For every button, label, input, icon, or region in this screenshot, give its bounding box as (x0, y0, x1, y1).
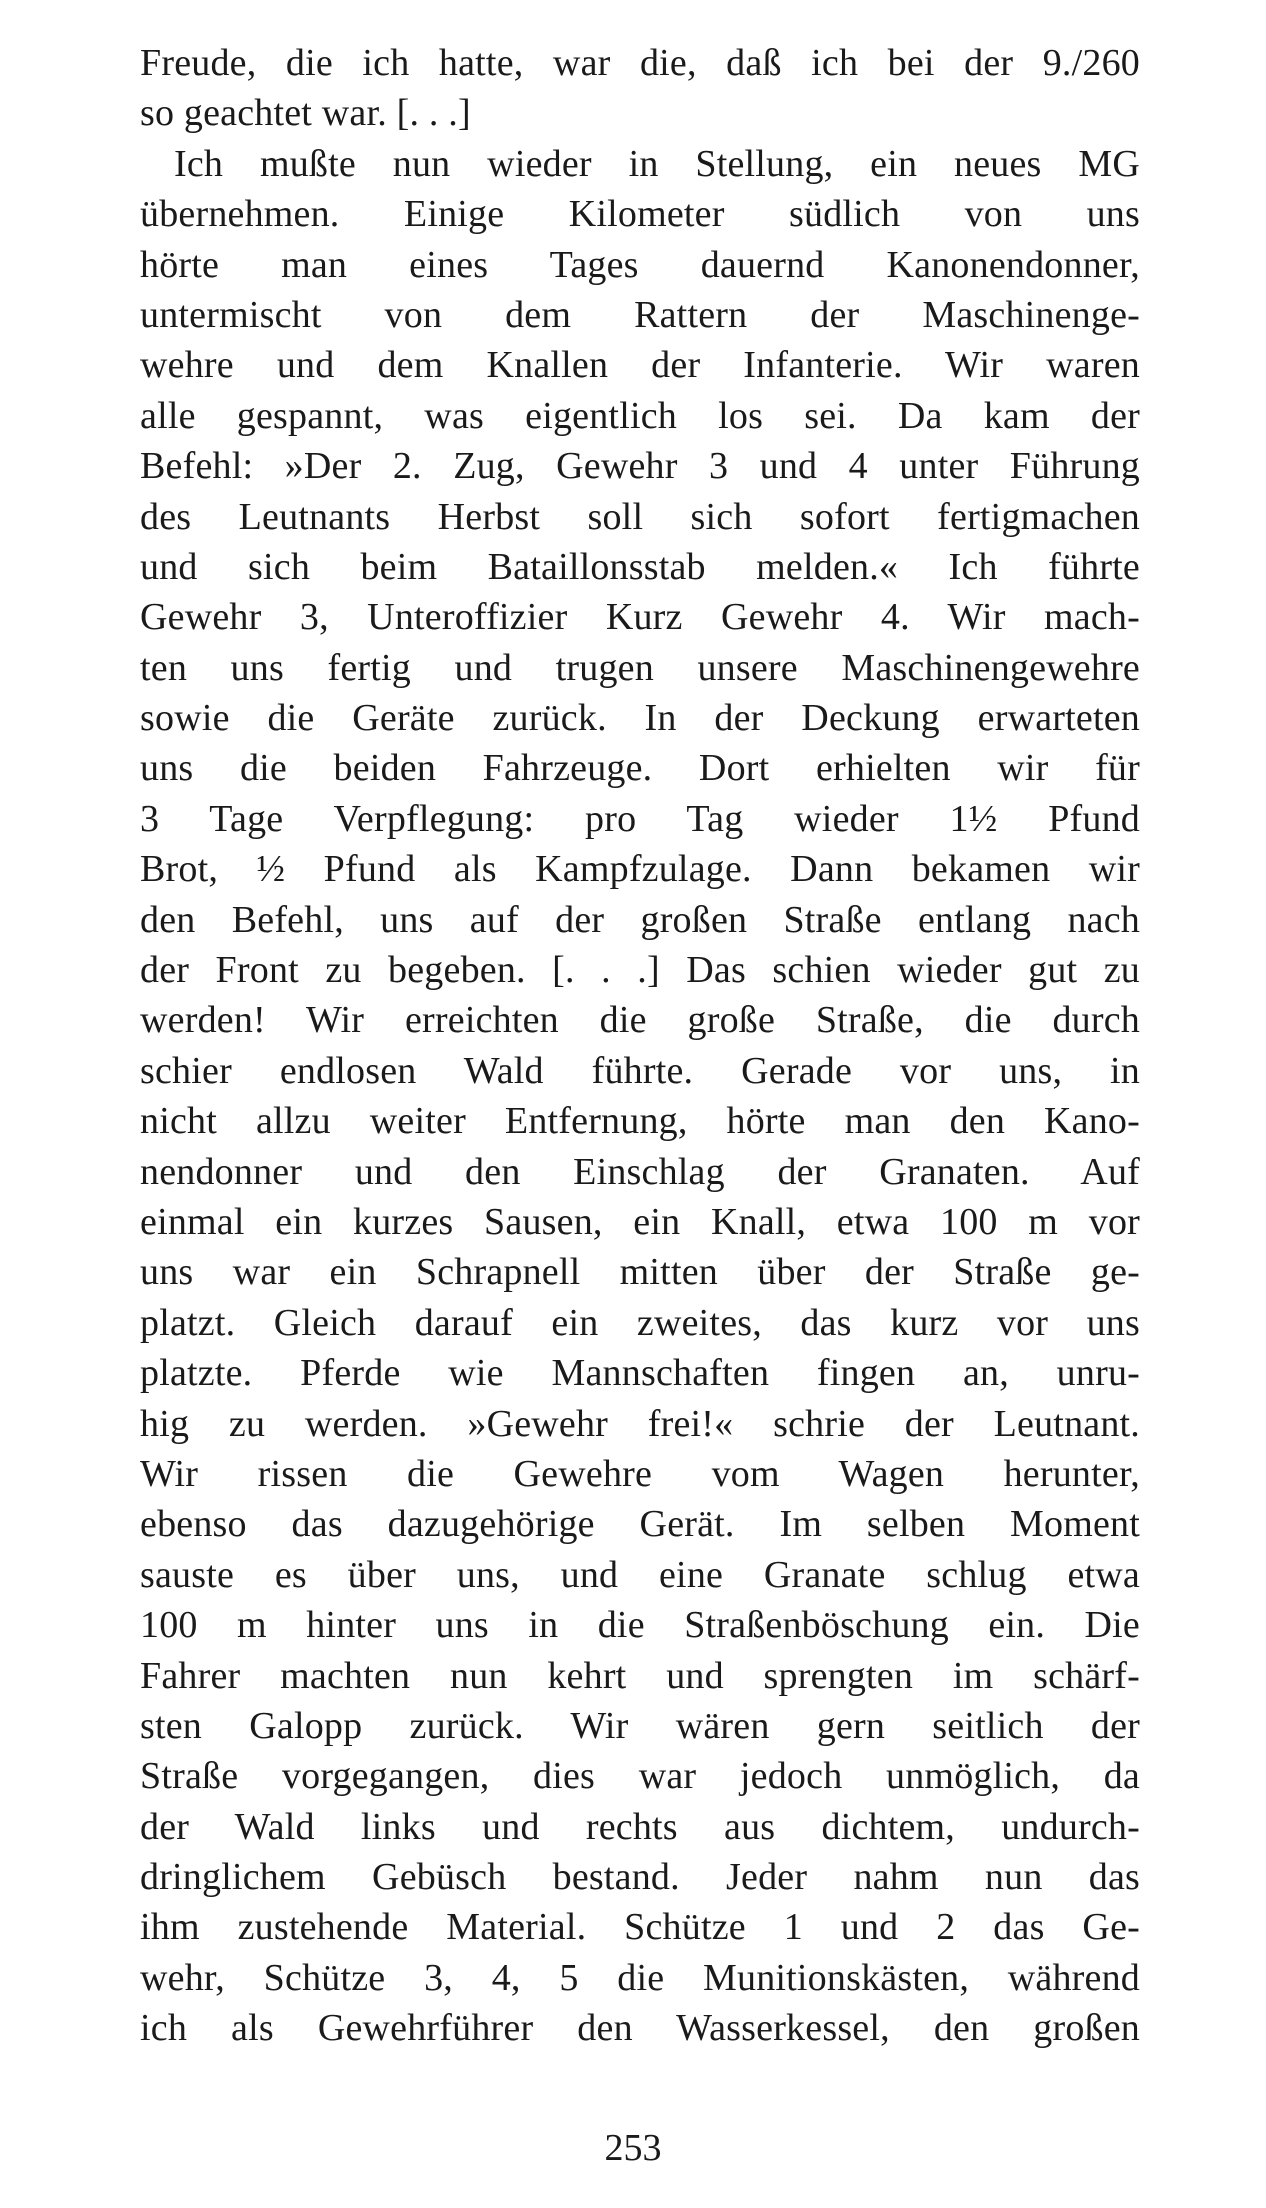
text-line-13: ten uns fertig und trugen unsere Maschinengewehre (140, 646, 1140, 689)
page-number: 253 (604, 2127, 662, 2169)
text-line-29: Wir rissen die Gewehre vom Wagen herunter, (140, 1452, 1140, 1495)
text-line-3: Ich mußte nun wieder in Stellung, ein neues MG (174, 142, 1140, 185)
text-line-27: platzte. Pferde wie Mannschaften fingen an, unru- (140, 1352, 1140, 1395)
text-line-5: hörte man eines Tages dauernd Kanonendonner, (140, 243, 1140, 286)
text-line-23: nendonner und den Einschlag der Granaten. Auf (140, 1150, 1140, 1193)
text-line-19: der Front zu begeben. [. . .] Das schien wieder gut zu (140, 949, 1140, 992)
text-line-11: und sich beim Bataillonsstab melden.« Ich führte (140, 545, 1140, 588)
text-line-39: wehr, Schütze 3, 4, 5 die Munitionskästen, während (140, 1956, 1140, 1999)
text-line-28: hig zu werden. »Gewehr frei!« schrie der Leutnant. (140, 1402, 1140, 1445)
text-line-4: übernehmen. Einige Kilometer südlich von uns (140, 193, 1140, 236)
text-line-14: sowie die Geräte zurück. In der Deckung erwarteten (140, 697, 1140, 740)
text-line-12: Gewehr 3, Unteroffizier Kurz Gewehr 4. Wir mach- (140, 596, 1140, 639)
text-line-22: nicht allzu weiter Entfernung, hörte man den Kano- (140, 1100, 1140, 1143)
text-line-10: des Leutnants Herbst soll sich sofort fertigmachen (140, 495, 1140, 538)
text-line-7: wehre und dem Knallen der Infanterie. Wir waren (140, 344, 1140, 387)
text-line-21: schier endlosen Wald führte. Gerade vor uns, in (140, 1049, 1140, 1092)
body-text (140, 38, 1140, 2054)
text-line-6: untermischt von dem Rattern der Maschinenge- (140, 293, 1140, 336)
text-line-31: sauste es über uns, und eine Granate schlug etwa (140, 1553, 1140, 1596)
text-line-15: uns die beiden Fahrzeuge. Dort erhielten wir für (140, 747, 1140, 790)
text-line-40: ich als Gewehrführer den Wasserkessel, den großen (140, 2007, 1140, 2050)
text-line-34: sten Galopp zurück. Wir wären gern seitlich der (140, 1704, 1140, 1747)
text-line-1: Freude, die ich hatte, war die, daß ich bei der 9./260 (140, 42, 1140, 84)
text-line-33: Fahrer machten nun kehrt und sprengten im schärf- (140, 1654, 1140, 1697)
text-line-9: Befehl: »Der 2. Zug, Gewehr 3 und 4 unter Führung (140, 445, 1140, 488)
text-line-25: uns war ein Schrapnell mitten über der Straße ge- (140, 1251, 1140, 1294)
text-line-8: alle gespannt, was eigentlich los sei. Da kam der (140, 394, 1140, 437)
text-line-37: dringlichem Gebüsch bestand. Jeder nahm nun das (140, 1856, 1140, 1899)
text-line-24: einmal ein kurzes Sausen, ein Knall, etwa 100 m vor (140, 1200, 1140, 1243)
text-line-32: 100 m hinter uns in die Straßenböschung ein. Die (140, 1604, 1140, 1647)
text-line-2: so geachtet war. [. . .] (140, 92, 471, 135)
text-line-20: werden! Wir erreichten die große Straße, die durch (140, 999, 1140, 1042)
text-line-26: platzt. Gleich darauf ein zweites, das kurz vor uns (140, 1301, 1140, 1344)
text-line-17: Brot, ½ Pfund als Kampfzulage. Dann bekamen wir (140, 848, 1140, 891)
text-line-18: den Befehl, uns auf der großen Straße entlang nach (140, 898, 1140, 941)
text-line-36: der Wald links und rechts aus dichtem, undurch- (140, 1805, 1140, 1848)
text-line-16: 3 Tage Verpflegung: pro Tag wieder 1½ Pfund (140, 797, 1140, 840)
text-line-35: Straße vorgegangen, dies war jedoch unmöglich, da (140, 1755, 1140, 1798)
text-line-38: ihm zustehende Material. Schütze 1 und 2 das Ge- (140, 1906, 1140, 1949)
text-line-30: ebenso das dazugehörige Gerät. Im selben Moment (140, 1503, 1140, 1546)
